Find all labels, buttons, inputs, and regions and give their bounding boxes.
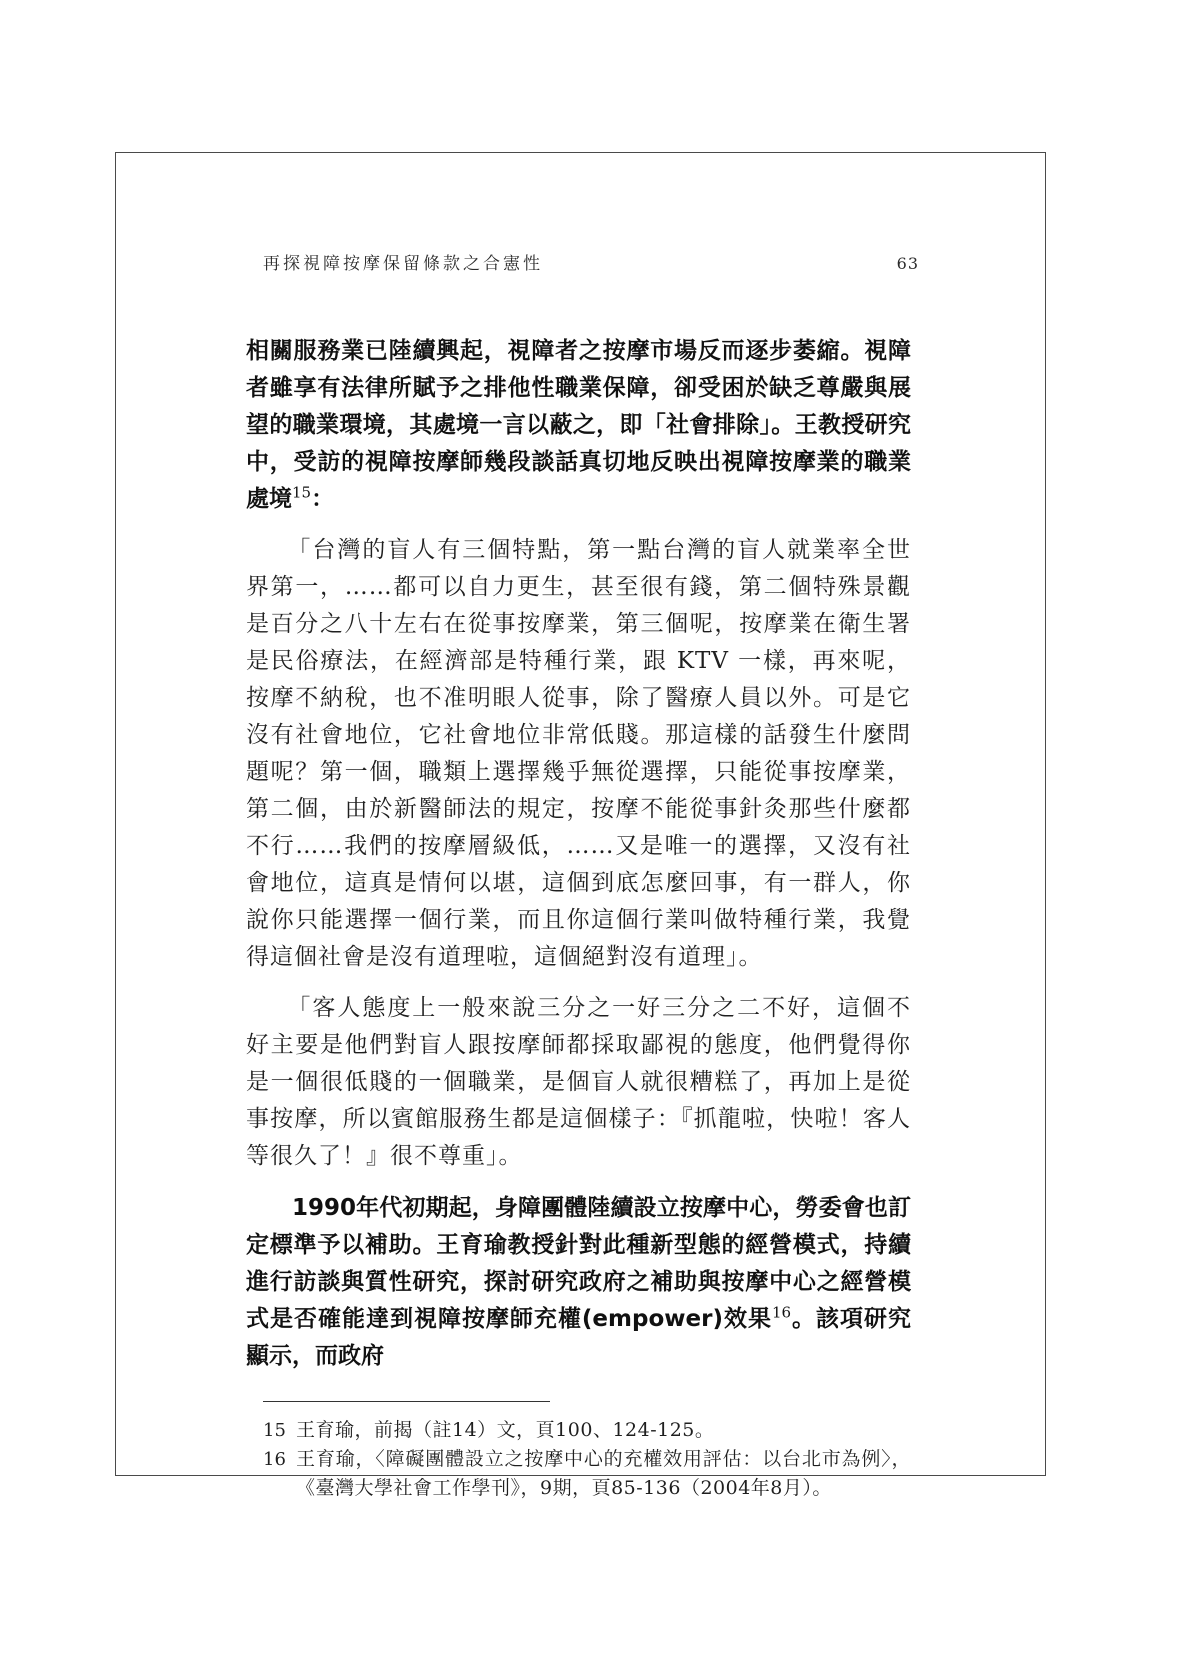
footnote-16 (263, 1445, 911, 1503)
footnote-ref-16: 16 (771, 1303, 792, 1322)
paragraph-intro (246, 333, 911, 518)
paragraph-intro-text: 相關服務業已陸續興起，視障者之按摩市場反而逐步萎縮。視障者雖享有法律所賦予之排他性職業保障，卻受困於缺乏尊嚴與展望的職業環境，其處境一言以蔽之，即「社會排除」。王教授研究中，受訪的視障按摩師幾段談話真切地反映出視障按摩業的職業處境 (246, 338, 911, 512)
running-head-title: 再探視障按摩保留條款之合憲性 (263, 254, 543, 274)
paragraph-1990s (246, 1190, 911, 1375)
page-body (246, 333, 911, 1375)
blockquote-interview-1: 「台灣的盲人有三個特點，第一點台灣的盲人就業率全世界第一，……都可以自力更生，甚至很有錢，第二個特殊景觀是百分之八十左右在從事按摩業，第三個呢，按摩業在衛生署是民俗療法，在經濟部是特種行業，跟 KTV 一樣，再來呢，按摩不納稅，也不准明眼人從事，除了醫療人員以外。可是它沒有社會地位，它社會地位非常低賤。那這樣的話發生什麼問題呢？第一個，職類上選擇幾乎無從選擇，只能從事按摩業，第二個，由於新醫師法的規定，按摩不能從事針灸那些什麼都不行……我們的按摩層級低，……又是唯一的選擇，又沒有社會地位，這真是情何以堪，這個到底怎麼回事，有一群人，你說你只能選擇一個行業，而且你這個行業叫做特種行業，我覺得這個社會是沒有道理啦，這個絕對沒有道理」。 (246, 537, 911, 970)
footnotes-section (263, 1401, 911, 1503)
footnote-16-number: 16 (263, 1449, 286, 1470)
paragraph-intro-after: ： (311, 486, 335, 512)
footnote-15-text: 王育瑜，前揭（註14）文，頁100、124-125。 (296, 1419, 715, 1441)
paragraph-1990s-after: 。該項研究顯示，而政府 (246, 1306, 911, 1369)
document-page (115, 152, 1046, 1499)
blockquote-interview-2: 「客人態度上一般來說三分之一好三分之二不好，這個不好主要是他們對盲人跟按摩師都採取鄙視的態度，他們覺得你是一個很低賤的一個職業，是個盲人就很糟糕了，再加上是從事按摩，所以賓館服務生都是這個樣子：『抓龍啦，快啦！客人等很久了！』很不尊重」。 (246, 995, 911, 1169)
footnote-16-text: 王育瑜，〈障礙團體設立之按摩中心的充權效用評估：以台北市為例〉，《臺灣大學社會工作學刊》，9期，頁85-136（2004年8月）。 (296, 1448, 911, 1499)
footnote-15 (263, 1416, 911, 1445)
footnote-15-number: 15 (263, 1420, 286, 1441)
paragraph-1990s-text: 1990年代初期起，身障團體陸續設立按摩中心，勞委會也訂定標準予以補助。王育瑜教授針對此種新型態的經營模式，持續進行訪談與質性研究，探討研究政府之補助與按摩中心之經營模式是否確能達到視障按摩師充權(empower)效果 (246, 1195, 911, 1332)
footnote-separator-rule (263, 1401, 550, 1402)
page-header (263, 249, 919, 274)
footnote-ref-15: 15 (292, 483, 312, 502)
page-number: 63 (896, 254, 919, 273)
